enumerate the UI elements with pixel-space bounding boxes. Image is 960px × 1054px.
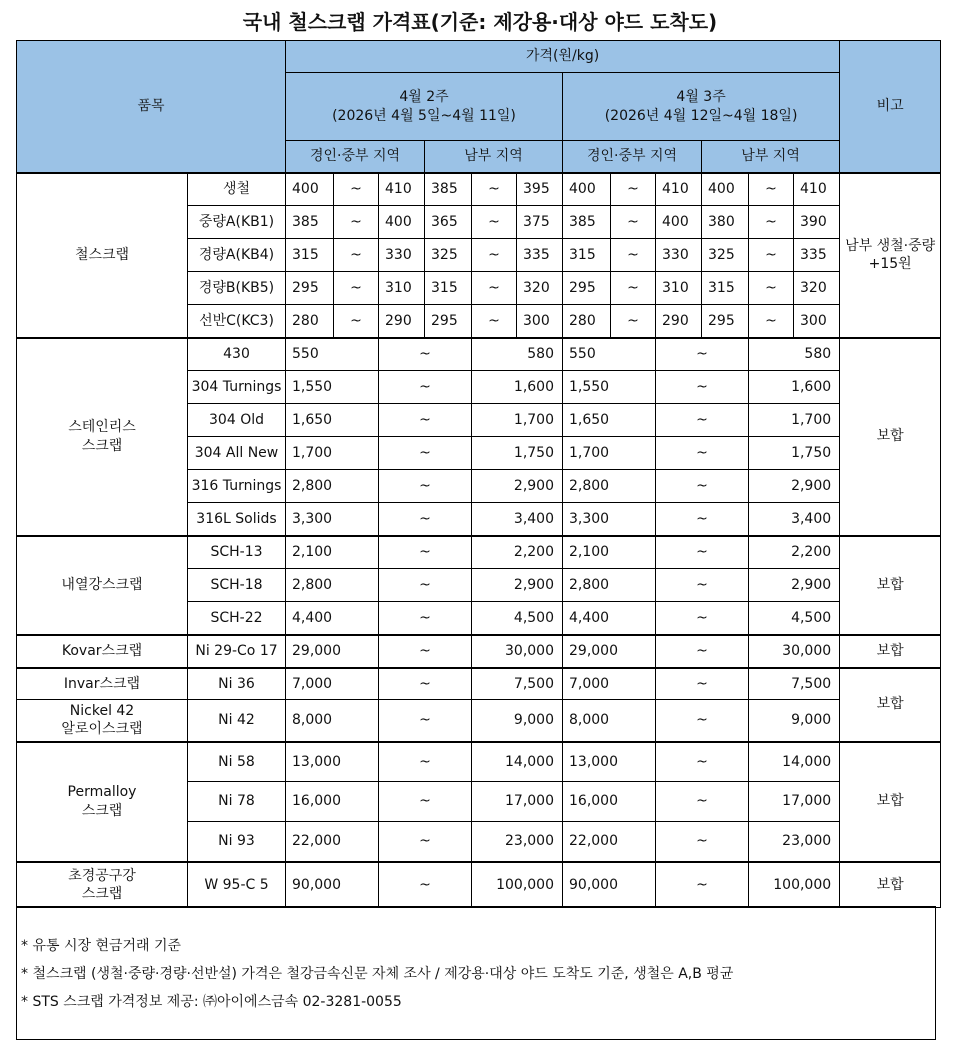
header-price: 가격(원/kg) [286,41,840,73]
price-high: 3,400 [472,503,563,536]
price-high: 410 [794,173,840,206]
price-low: 90,000 [286,862,379,908]
category: 초경공구강 스크랩 [17,862,188,908]
grade: Ni 42 [188,700,286,742]
price-high: 1,750 [749,437,840,470]
header-week2 [563,73,840,141]
price-high: 300 [794,305,840,338]
footnote: * STS 스크랩 가격정보 제공: ㈜아이에스금속 02-3281-0055 [21,994,402,1010]
grade: SCH-18 [188,569,286,602]
price-low: 2,800 [563,470,656,503]
price-low: 315 [563,239,611,272]
price-low: 2,800 [563,569,656,602]
price-high: 330 [379,239,425,272]
range-tilde: ~ [611,272,656,305]
header-week1 [286,73,563,141]
footnote: * 유통 시장 현금거래 기준 [21,938,182,954]
header-w2-south: 남부 지역 [702,141,840,173]
price-high: 375 [517,206,563,239]
range-tilde: ~ [611,239,656,272]
range-tilde: ~ [379,782,472,822]
price-low: 1,700 [286,437,379,470]
range-tilde: ~ [379,338,472,371]
price-high: 335 [517,239,563,272]
week2-range: (2026년 4월 12일~4월 18일) [604,107,798,124]
range-tilde: ~ [656,404,749,437]
range-tilde: ~ [379,470,472,503]
range-tilde: ~ [656,371,749,404]
price-low: 4,400 [286,602,379,635]
range-tilde: ~ [334,272,379,305]
grade: Ni 78 [188,782,286,822]
note: 보합 [840,668,941,742]
price-low: 295 [702,305,749,338]
category-ferrous: 철스크랩 [17,173,188,338]
price-low: 22,000 [563,822,656,862]
footnotes [16,906,936,1040]
price-low: 3,300 [563,503,656,536]
price-high: 395 [517,173,563,206]
price-low: 385 [563,206,611,239]
price-low: 380 [702,206,749,239]
range-tilde: ~ [611,305,656,338]
grade: 430 [188,338,286,371]
price-high: 1,700 [749,404,840,437]
price-high: 23,000 [749,822,840,862]
note: 보합 [840,862,941,908]
header-note: 비고 [840,41,941,173]
grade: 선반C(KC3) [188,305,286,338]
price-low: 550 [563,338,656,371]
price-high: 30,000 [749,635,840,668]
price-low: 2,100 [286,536,379,569]
range-tilde: ~ [472,239,517,272]
grade: 경량A(KB4) [188,239,286,272]
price-high: 14,000 [749,742,840,782]
price-high: 14,000 [472,742,563,782]
range-tilde: ~ [379,371,472,404]
price-low: 7,000 [563,668,656,700]
range-tilde: ~ [656,822,749,862]
price-high: 335 [794,239,840,272]
grade: 316 Turnings [188,470,286,503]
grade: 316L Solids [188,503,286,536]
price-high: 2,200 [472,536,563,569]
range-tilde: ~ [656,470,749,503]
price-high: 410 [656,173,702,206]
note-ferrous: 남부 생철·중량 +15원 [840,173,941,338]
grade: Ni 93 [188,822,286,862]
range-tilde: ~ [334,173,379,206]
price-low: 16,000 [563,782,656,822]
price-low: 7,000 [286,668,379,700]
price-high: 2,900 [749,470,840,503]
header-w1-south: 남부 지역 [425,141,563,173]
grade: 304 All New [188,437,286,470]
price-high: 100,000 [749,862,840,908]
range-tilde: ~ [379,602,472,635]
price-high: 310 [656,272,702,305]
note: 보합 [840,635,941,668]
price-low: 8,000 [286,700,379,742]
price-high: 580 [472,338,563,371]
range-tilde: ~ [379,635,472,668]
price-low: 295 [286,272,334,305]
range-tilde: ~ [656,668,749,700]
grade: Ni 58 [188,742,286,782]
price-high: 580 [749,338,840,371]
range-tilde: ~ [656,437,749,470]
category: Invar스크랩 [17,668,188,700]
week2-label: 4월 3주 [676,89,726,106]
range-tilde: ~ [379,742,472,782]
grade: SCH-13 [188,536,286,569]
price-high: 1,750 [472,437,563,470]
price-high: 7,500 [749,668,840,700]
price-high: 290 [379,305,425,338]
range-tilde: ~ [472,206,517,239]
range-tilde: ~ [379,437,472,470]
footnote: * 철스크랩 (생철·중량·경량·선반설) 가격은 철강금속신문 자체 조사 / 제강용·대상 야드 도착도 기준, 생철은 A,B 평균 [21,966,734,982]
price-low: 29,000 [563,635,656,668]
price-low: 315 [425,272,472,305]
grade: 304 Turnings [188,371,286,404]
price-high: 1,700 [472,404,563,437]
range-tilde: ~ [749,173,794,206]
range-tilde: ~ [656,536,749,569]
category: Permalloy 스크랩 [17,742,188,862]
range-tilde: ~ [656,862,749,908]
grade: Ni 29-Co 17 [188,635,286,668]
range-tilde: ~ [379,569,472,602]
price-high: 310 [379,272,425,305]
price-low: 400 [702,173,749,206]
note: 보합 [840,338,941,536]
price-low: 325 [702,239,749,272]
price-high: 2,900 [749,569,840,602]
week1-range: (2026년 4월 5일~4월 11일) [332,107,516,124]
price-low: 365 [425,206,472,239]
price-low: 280 [563,305,611,338]
range-tilde: ~ [379,404,472,437]
grade: Ni 36 [188,668,286,700]
range-tilde: ~ [656,338,749,371]
range-tilde: ~ [656,782,749,822]
range-tilde: ~ [656,602,749,635]
price-low: 1,650 [563,404,656,437]
price-low: 3,300 [286,503,379,536]
range-tilde: ~ [749,206,794,239]
price-high: 100,000 [472,862,563,908]
range-tilde: ~ [656,635,749,668]
price-high: 17,000 [749,782,840,822]
note: 보합 [840,536,941,635]
price-low: 16,000 [286,782,379,822]
price-low: 13,000 [563,742,656,782]
range-tilde: ~ [334,239,379,272]
range-tilde: ~ [334,305,379,338]
range-tilde: ~ [379,536,472,569]
price-table [16,40,941,908]
price-low: 280 [286,305,334,338]
category: 스테인리스 스크랩 [17,338,188,536]
range-tilde: ~ [749,305,794,338]
week1-label: 4월 2주 [399,89,449,106]
price-low: 1,650 [286,404,379,437]
price-low: 1,550 [563,371,656,404]
range-tilde: ~ [379,668,472,700]
range-tilde: ~ [749,239,794,272]
grade: 중량A(KB1) [188,206,286,239]
range-tilde: ~ [656,569,749,602]
price-high: 4,500 [749,602,840,635]
price-low: 8,000 [563,700,656,742]
category: 내열강스크랩 [17,536,188,635]
price-low: 13,000 [286,742,379,782]
price-low: 400 [563,173,611,206]
price-low: 2,100 [563,536,656,569]
range-tilde: ~ [379,503,472,536]
price-low: 325 [425,239,472,272]
header-w2-central: 경인·중부 지역 [563,141,702,173]
price-low: 295 [425,305,472,338]
price-low: 550 [286,338,379,371]
grade: W 95-C 5 [188,862,286,908]
price-low: 400 [286,173,334,206]
price-high: 2,900 [472,569,563,602]
price-high: 17,000 [472,782,563,822]
price-high: 3,400 [749,503,840,536]
price-high: 23,000 [472,822,563,862]
range-tilde: ~ [472,173,517,206]
range-tilde: ~ [611,206,656,239]
grade: 304 Old [188,404,286,437]
grade: SCH-22 [188,602,286,635]
category: Nickel 42 알로이스크랩 [17,700,188,742]
price-low: 385 [286,206,334,239]
price-high: 2,900 [472,470,563,503]
price-high: 2,200 [749,536,840,569]
price-high: 1,600 [749,371,840,404]
header-w1-central: 경인·중부 지역 [286,141,425,173]
price-high: 9,000 [472,700,563,742]
price-high: 30,000 [472,635,563,668]
price-low: 1,550 [286,371,379,404]
price-high: 330 [656,239,702,272]
range-tilde: ~ [379,862,472,908]
price-low: 29,000 [286,635,379,668]
category: Kovar스크랩 [17,635,188,668]
price-high: 400 [379,206,425,239]
grade: 경량B(KB5) [188,272,286,305]
price-high: 390 [794,206,840,239]
price-low: 315 [702,272,749,305]
price-low: 315 [286,239,334,272]
price-high: 9,000 [749,700,840,742]
price-high: 300 [517,305,563,338]
range-tilde: ~ [334,206,379,239]
header-item: 품목 [17,41,286,173]
price-low: 2,800 [286,569,379,602]
price-low: 90,000 [563,862,656,908]
price-high: 400 [656,206,702,239]
price-low: 1,700 [563,437,656,470]
price-high: 320 [517,272,563,305]
price-low: 4,400 [563,602,656,635]
range-tilde: ~ [379,822,472,862]
price-high: 410 [379,173,425,206]
range-tilde: ~ [472,272,517,305]
price-high: 4,500 [472,602,563,635]
price-high: 290 [656,305,702,338]
page-title: 국내 철스크랩 가격표(기준: 제강용·대상 야드 도착도) [242,10,718,34]
grade: 생철 [188,173,286,206]
price-high: 1,600 [472,371,563,404]
range-tilde: ~ [749,272,794,305]
price-low: 22,000 [286,822,379,862]
price-low: 385 [425,173,472,206]
range-tilde: ~ [472,305,517,338]
range-tilde: ~ [656,742,749,782]
range-tilde: ~ [656,700,749,742]
price-high: 320 [794,272,840,305]
price-high: 7,500 [472,668,563,700]
range-tilde: ~ [379,700,472,742]
price-low: 2,800 [286,470,379,503]
range-tilde: ~ [611,173,656,206]
note: 보합 [840,742,941,862]
price-low: 295 [563,272,611,305]
range-tilde: ~ [656,503,749,536]
